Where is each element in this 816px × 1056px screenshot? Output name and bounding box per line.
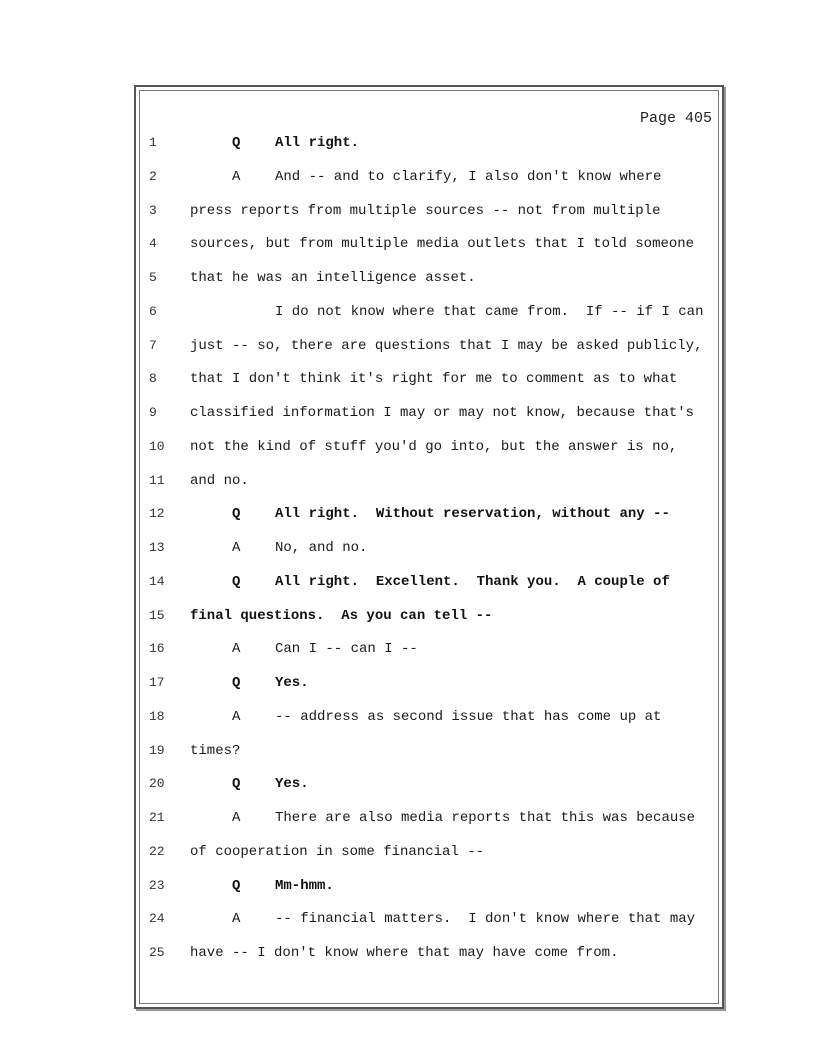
- transcript-line: [0, 641, 816, 661]
- speaker-label: Q: [232, 506, 241, 523]
- line-text: Yes.: [275, 776, 309, 793]
- transcript-line: [0, 135, 816, 155]
- speaker-label: A: [232, 168, 241, 185]
- line-text: times?: [190, 742, 241, 759]
- line-number: 1: [149, 135, 157, 150]
- transcript-line: [0, 709, 816, 729]
- transcript-line: [0, 608, 816, 628]
- speaker-label: Q: [232, 135, 241, 151]
- line-text: just -- so, there are questions that I may be asked publicly,: [190, 337, 703, 354]
- line-text: Can I -- can I --: [275, 641, 418, 658]
- line-number: 2: [149, 168, 157, 184]
- line-number: 21: [149, 810, 165, 825]
- transcript-line: [0, 945, 816, 965]
- line-number: 13: [149, 540, 165, 555]
- transcript-line: [0, 743, 816, 763]
- line-text: -- financial matters. I don't know where that may: [275, 911, 696, 928]
- line-text: -- address as second issue that has come up at: [275, 708, 662, 725]
- speaker-label: A: [232, 708, 241, 725]
- line-text: Mm-hmm.: [275, 877, 334, 894]
- line-number: 12: [149, 506, 165, 522]
- speaker-label: A: [232, 641, 241, 658]
- line-text: sources, but from multiple media outlets that I told someone: [190, 236, 695, 253]
- line-text: that he was an intelligence asset.: [190, 270, 476, 286]
- line-text: of cooperation in some financial --: [190, 843, 485, 860]
- line-number: 25: [149, 945, 165, 960]
- transcript-line: [0, 473, 816, 493]
- transcript-line: [0, 810, 816, 830]
- line-number: 10: [149, 438, 165, 454]
- page-number-label: Page 405: [639, 110, 712, 127]
- line-text: final questions. As you can tell --: [190, 607, 493, 624]
- line-number: 8: [149, 371, 157, 387]
- line-number: 7: [149, 337, 157, 353]
- transcript-line: [0, 405, 816, 425]
- speaker-label: A: [232, 911, 241, 928]
- line-text: that I don't think it's right for me to comment as to what: [190, 371, 678, 388]
- line-number: 4: [149, 236, 157, 252]
- line-text: No, and no.: [275, 540, 368, 556]
- transcript-line: [0, 270, 816, 290]
- transcript-line: [0, 236, 816, 256]
- transcript-line: [0, 540, 816, 560]
- line-number: 17: [149, 675, 165, 690]
- line-number: 20: [149, 776, 165, 792]
- transcript-line: [0, 203, 816, 223]
- line-number: 3: [149, 202, 157, 218]
- speaker-label: Q: [232, 675, 241, 691]
- line-number: 16: [149, 641, 165, 657]
- transcript-line: [0, 506, 816, 526]
- transcript-line: [0, 371, 816, 391]
- line-number: 22: [149, 843, 165, 859]
- speaker-label: A: [232, 810, 241, 826]
- line-text: and no.: [190, 472, 249, 489]
- line-number: 11: [149, 472, 165, 488]
- transcript-line: [0, 304, 816, 324]
- line-number: 9: [149, 405, 157, 420]
- line-number: 19: [149, 742, 165, 758]
- transcript-line: [0, 439, 816, 459]
- line-text: All right. Excellent. Thank you. A couple of: [275, 573, 670, 590]
- line-number: 6: [149, 303, 157, 319]
- line-number: 15: [149, 607, 165, 623]
- line-text: classified information I may or may not know, because that's: [190, 405, 695, 421]
- transcript-line: [0, 878, 816, 898]
- speaker-label: Q: [232, 877, 241, 894]
- line-number: 23: [149, 877, 165, 893]
- line-number: 24: [149, 911, 165, 927]
- transcript-line: [0, 911, 816, 931]
- transcript-line: [0, 338, 816, 358]
- speaker-label: Q: [232, 776, 241, 793]
- line-text: not the kind of stuff you'd go into, but the answer is no,: [190, 438, 678, 455]
- transcript-line: [0, 169, 816, 189]
- line-text: And -- and to clarify, I also don't know where: [275, 168, 662, 185]
- transcript-line: [0, 675, 816, 695]
- line-text: Yes.: [275, 675, 309, 691]
- transcript-line: [0, 574, 816, 594]
- line-number: 5: [149, 270, 157, 285]
- line-text: There are also media reports that this was because: [275, 810, 696, 826]
- transcript-line: [0, 844, 816, 864]
- speaker-label: Q: [232, 573, 241, 590]
- line-number: 18: [149, 708, 165, 724]
- line-number: 14: [149, 573, 165, 589]
- line-text: press reports from multiple sources -- not from multiple: [190, 202, 661, 219]
- line-text: have -- I don't know where that may have come from.: [190, 945, 619, 961]
- line-text: I do not know where that came from. If -- if I can: [275, 303, 704, 320]
- transcript-line: [0, 776, 816, 796]
- line-text: All right.: [275, 135, 360, 151]
- speaker-label: A: [232, 540, 241, 556]
- line-text: All right. Without reservation, without any --: [275, 506, 670, 523]
